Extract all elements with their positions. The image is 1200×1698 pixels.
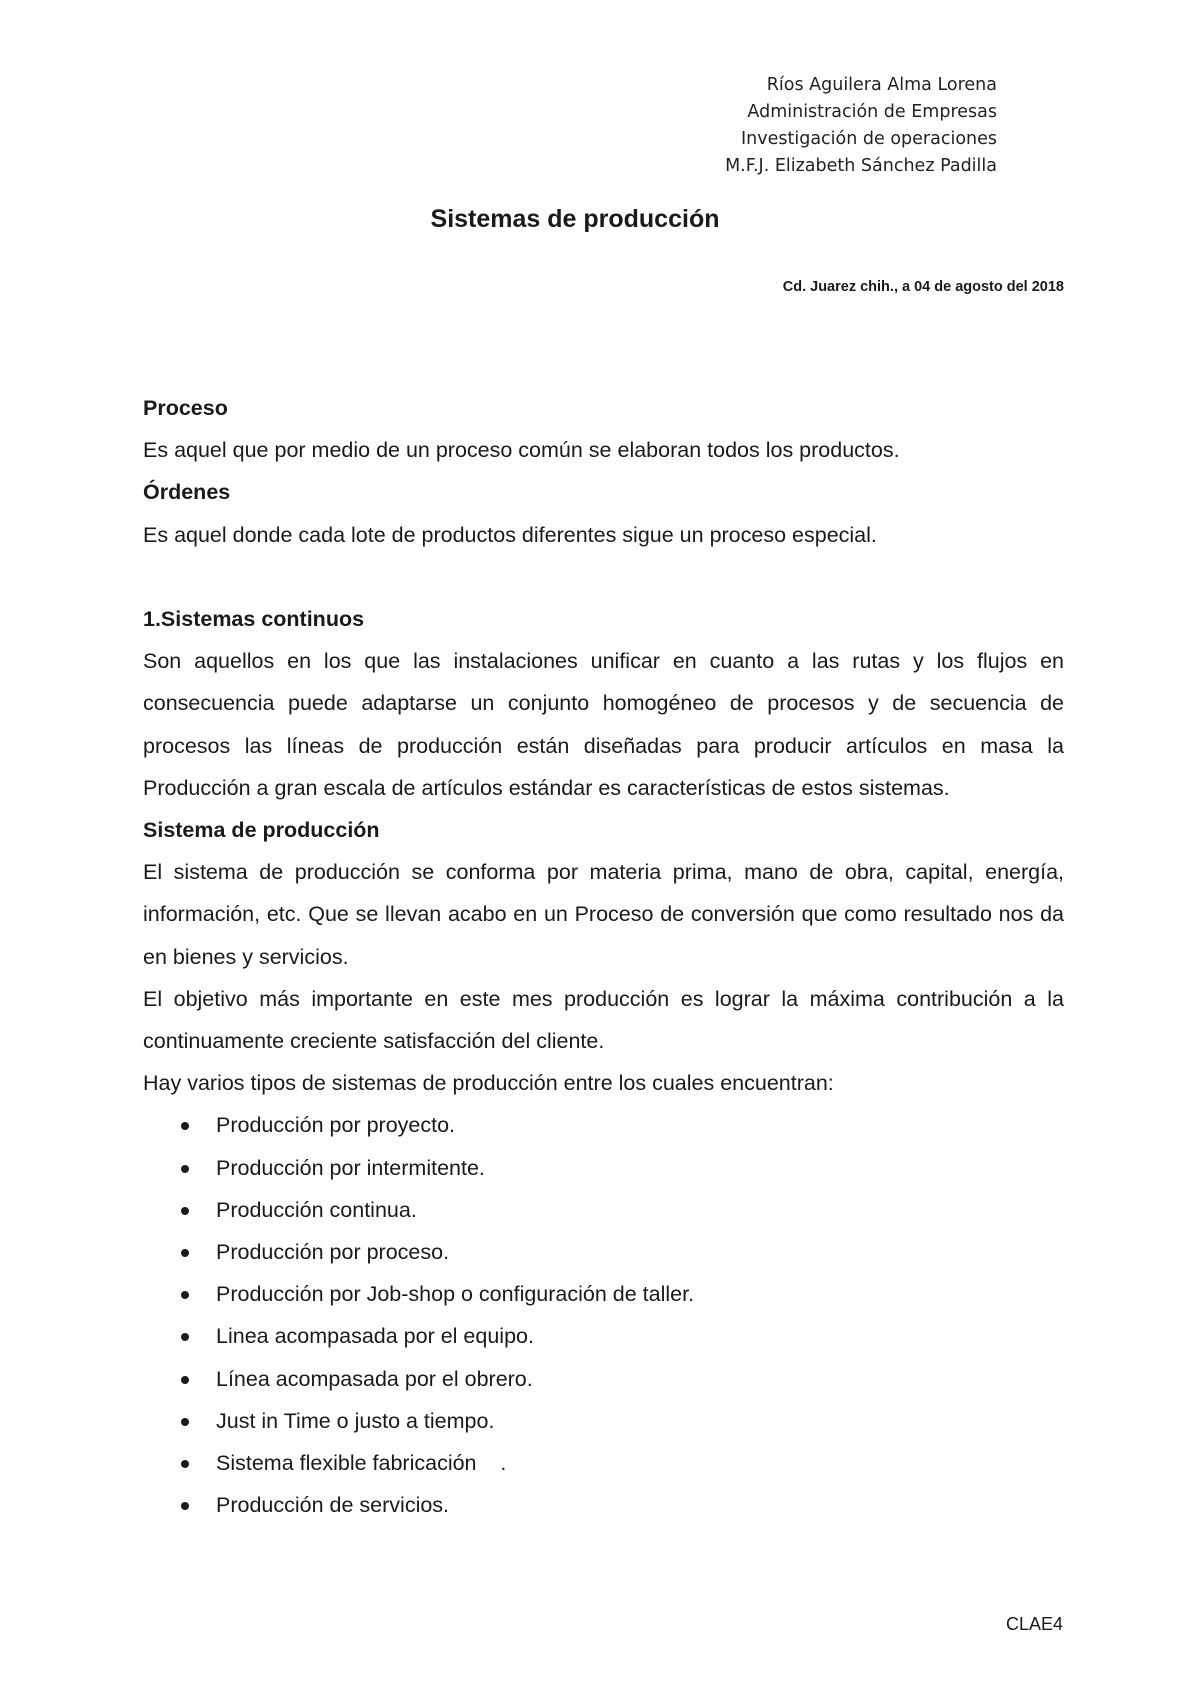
list-item-label: Producción por proceso.	[216, 1240, 450, 1265]
list-item	[143, 1231, 1064, 1273]
list-item	[143, 1104, 1064, 1146]
bullet-icon	[181, 1207, 189, 1215]
bullet-icon	[181, 1249, 189, 1257]
list-item-label: Producción por proyecto.	[216, 1113, 456, 1138]
section-text-ordenes: Es aquel donde cada lote de productos diferentes sigue un proceso especial.	[143, 522, 877, 547]
teacher-name: M.F.J. Elizabeth Sánchez Padilla	[725, 156, 997, 176]
list-item	[143, 1400, 1064, 1442]
footer-code: CLAE4	[1005, 1614, 1063, 1634]
list-item-label: Sistema flexible fabricación .	[216, 1451, 507, 1476]
bullet-icon	[181, 1418, 189, 1426]
list-item-label: Producción por intermitente.	[216, 1155, 485, 1180]
list-item-label: Producción por Job-shop o configuración de taller.	[216, 1282, 695, 1307]
list-item-label: Producción de servicios.	[216, 1493, 450, 1518]
production-types-list	[143, 1104, 1064, 1526]
section-text-sistema-2: El objetivo más importante en este mes producción es lograr la máxima contribución a la continuamente creciente satisfacción del cliente.	[143, 986, 1064, 1054]
bullet-icon	[181, 1376, 189, 1384]
bullet-icon	[181, 1333, 189, 1341]
bullet-icon	[181, 1291, 189, 1299]
list-item	[143, 1442, 1064, 1484]
bullet-icon	[181, 1460, 189, 1468]
section-heading-sistema: Sistema de producción	[143, 818, 380, 843]
section-heading-ordenes: Órdenes	[143, 480, 231, 505]
career-name: Administración de Empresas	[747, 102, 997, 122]
list-item	[143, 1189, 1064, 1231]
list-item	[143, 1273, 1064, 1315]
author-name: Ríos Aguilera Alma Lorena	[766, 75, 997, 95]
section-text-sistema-1: El sistema de producción se conforma por materia prima, mano de obra, capital, energía, información, etc. Que se llevan acabo en un Proceso de conversión que como resultado nos da en bienes y servicios.	[143, 860, 1064, 969]
author-header	[725, 72, 997, 180]
list-item-label: Producción continua.	[216, 1197, 417, 1222]
document-title: Sistemas de producción	[430, 205, 720, 233]
bullet-icon	[181, 1165, 189, 1173]
section-text-continuos: Son aquellos en los que las instalaciones unificar en cuanto a las rutas y los flujos en consecuencia puede adaptarse un conjunto homogéneo de procesos y de secuencia de procesos las líneas de producción están diseñadas para producir artículos en masa la Producción a gran escala de artículos estándar es características de estos sistemas.	[143, 649, 1064, 800]
section-text-proceso: Es aquel que por medio de un proceso común se elaboran todos los productos.	[143, 438, 900, 463]
document-body	[143, 387, 1064, 1526]
section-text-sistema-3: Hay varios tipos de sistemas de producción entre los cuales encuentran:	[143, 1071, 834, 1096]
list-item	[143, 1315, 1064, 1357]
list-item-label: Just in Time o justo a tiempo.	[216, 1408, 495, 1433]
date-line: Cd. Juarez chih., a 04 de agosto del 2018	[782, 279, 1064, 295]
paragraph-spacer	[143, 556, 1064, 598]
list-item	[143, 1484, 1064, 1526]
list-item	[143, 1358, 1064, 1400]
list-item-label: Linea acompasada por el equipo.	[216, 1324, 534, 1349]
section-heading-continuos: 1.Sistemas continuos	[143, 607, 365, 631]
course-name: Investigación de operaciones	[741, 129, 997, 149]
bullet-icon	[181, 1122, 189, 1130]
section-heading-proceso: Proceso	[143, 396, 228, 420]
bullet-icon	[181, 1502, 189, 1510]
list-item-label: Línea acompasada por el obrero.	[216, 1366, 533, 1391]
list-item	[143, 1147, 1064, 1189]
